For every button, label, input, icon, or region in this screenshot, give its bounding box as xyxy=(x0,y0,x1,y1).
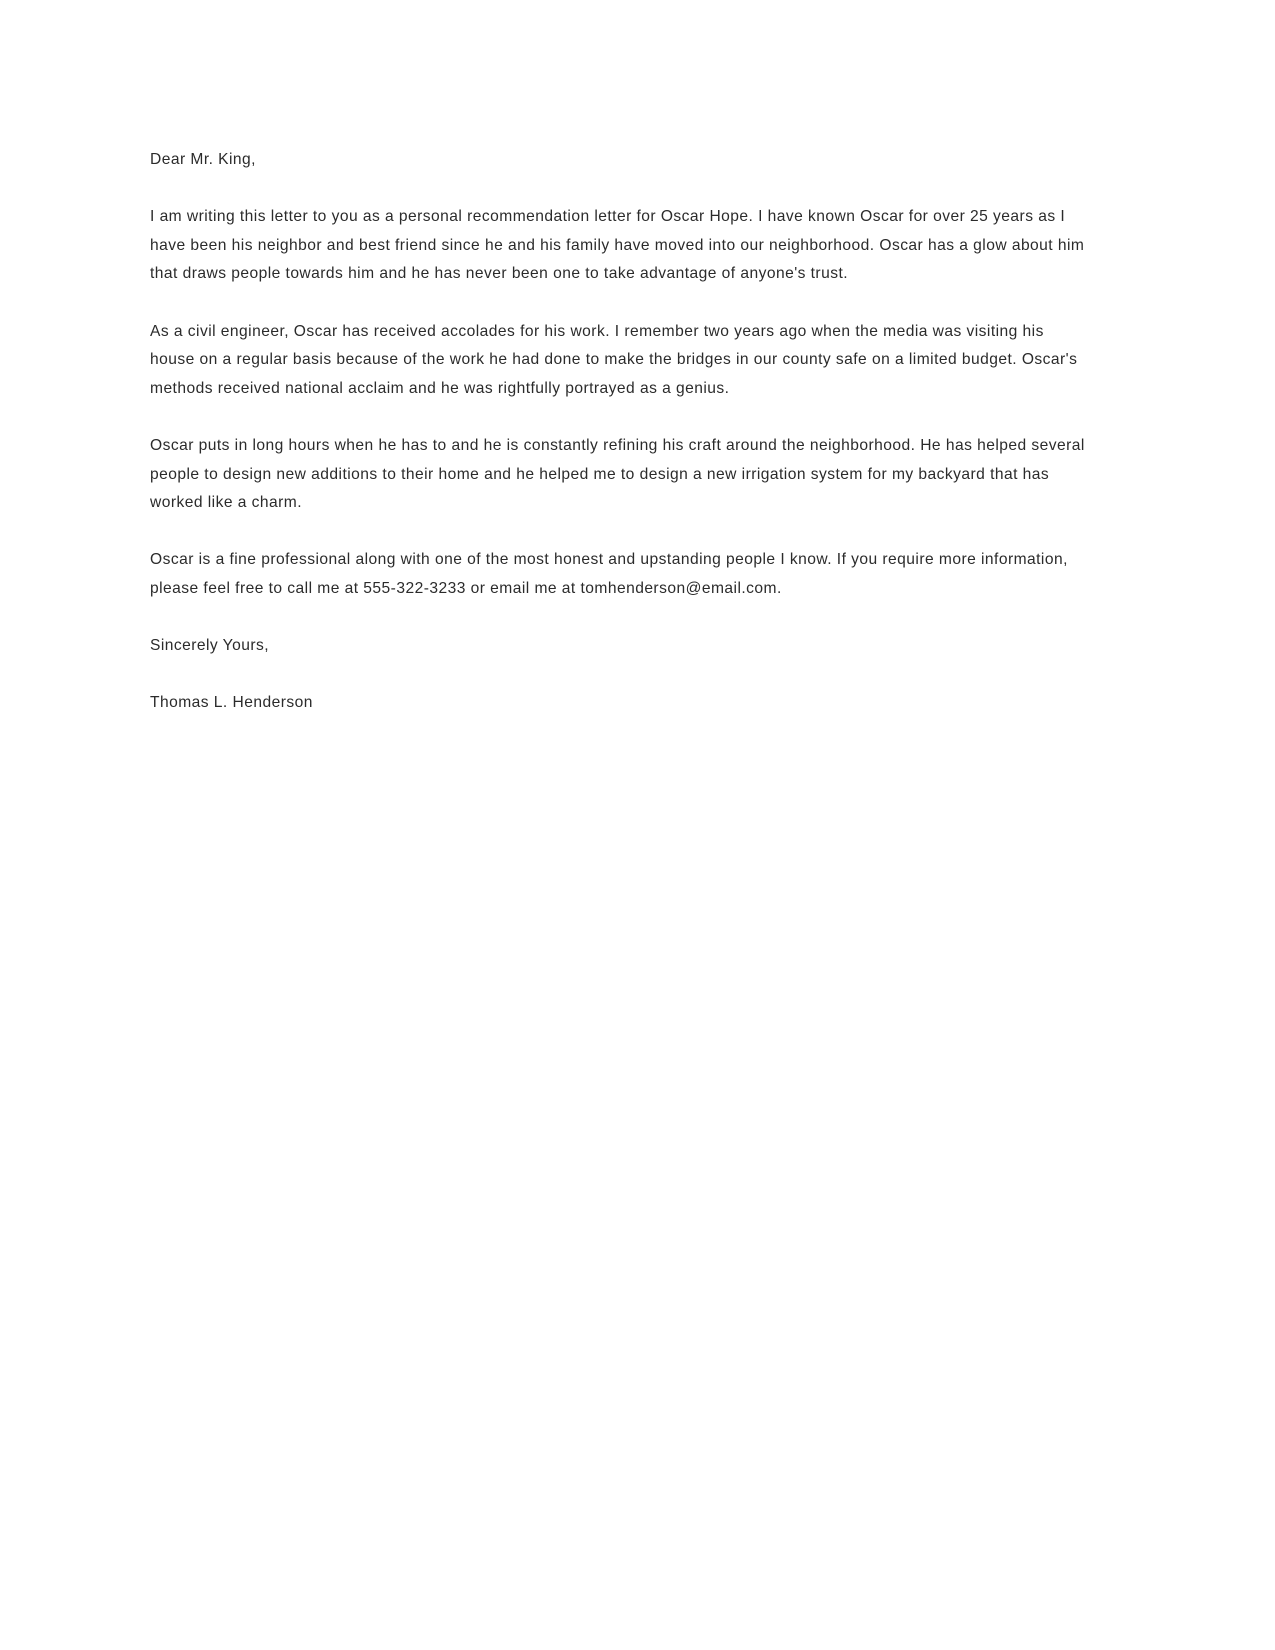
paragraph-career: As a civil engineer, Oscar has received accolades for his work. I remember two years ago when the media was visiting his house on a regular basis because of the work he had done to make the bridges in our county safe on a limited budget. Oscar's methods received national acclaim and he was rightfully portrayed as a genius. xyxy=(150,322,1078,397)
paragraph-contact: Oscar is a fine professional along with one of the most honest and upstanding people I know. If you require more information, please feel free to call me at 555-322-3233 or email me at tomhenderson@email.com. xyxy=(150,551,1068,597)
paragraph-community: Oscar puts in long hours when he has to and he is constantly refining his craft around the neighborhood. He has helped several people to design new additions to their home and he helped me to design a new irrigation system for my backyard that has worked like a charm. xyxy=(150,436,1085,512)
paragraph-introduction: I am writing this letter to you as a personal recommendation letter for Oscar Hope. I have known Oscar for over 25 years as I have been his neighbor and best friend since he and his family have moved into our neighborhood. Oscar has a glow about him that draws people towards him and he has never been one to take advantage of anyone's trust. xyxy=(150,208,1085,283)
signature: Thomas L. Henderson xyxy=(150,694,313,712)
closing: Sincerely Yours, xyxy=(150,637,270,655)
salutation: Dear Mr. King, xyxy=(150,151,256,168)
letter-body xyxy=(150,146,1085,718)
